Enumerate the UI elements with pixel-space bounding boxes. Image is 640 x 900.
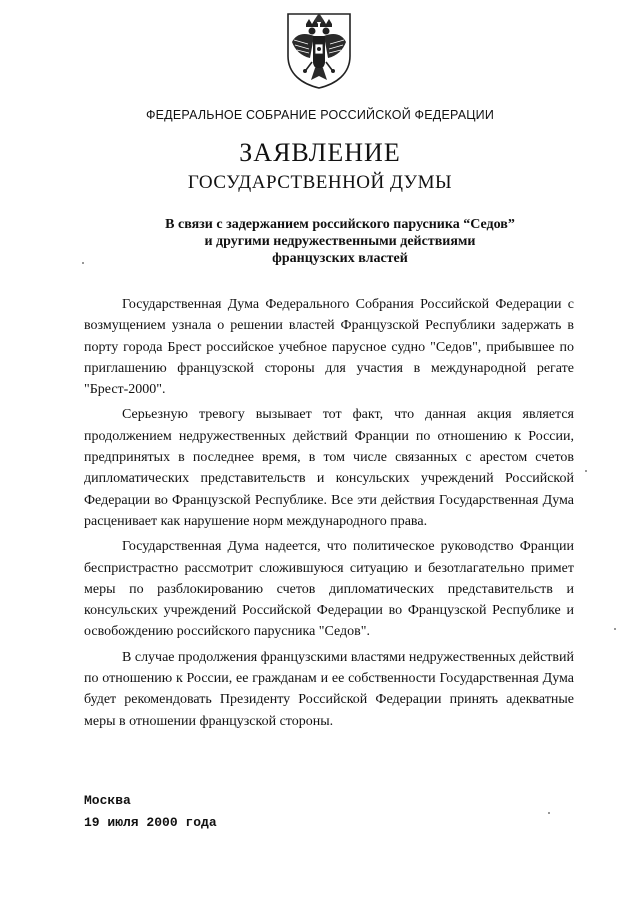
statement-body	[84, 294, 574, 732]
document-title: ЗАЯВЛЕНИЕ	[239, 138, 401, 167]
signature-city: Москва	[84, 793, 131, 808]
scan-speck	[82, 262, 84, 264]
signature-date: 19 июля 2000 года	[84, 815, 217, 830]
statement-heading	[130, 216, 550, 267]
scan-speck	[585, 470, 587, 472]
scan-speck	[548, 812, 550, 814]
assembly-name: ФЕДЕРАЛЬНОЕ СОБРАНИЕ РОССИЙСКОЙ ФЕДЕРАЦИИ	[145, 108, 495, 122]
body-paragraph: В случае продолжения французскими властями недружественных действий по отношению к России, ее гражданам и ее собственности Государственная Дума будет рекомендовать Президенту Российской Федерации принять адекватные меры в отношении французской стороны.	[84, 649, 574, 729]
body-paragraph: Государственная Дума Федерального Собрания Российской Федерации с возмущением узнала о решении властей Французской Республики задержать в порту города Брест российское учебное парусное судно "Седов", прибывшее по приглашению французской стороны для участия в международной регате "Брест-2000".	[84, 297, 574, 398]
body-paragraph: Государственная Дума надеется, что политическое руководство Франции беспристрастно рассмотрит сложившуюся ситуацию и безотлагательно примет меры по разблокированию счетов дипломатических представительств и консульских учреждений Российской Федерации во Французской Республике и освобождению российского парусника "Седов".	[84, 539, 574, 640]
double-headed-eagle-icon	[284, 10, 354, 90]
body-paragraph: Серьезную тревогу вызывает тот факт, что данная акция является продолжением недружественных действий Франции по отношению к России, предпринятых в последнее время, в том числе связанных с арестом счетов дипломатических представительств и консульских учреждений Российской Федерации во Французской Республике. Все эти действия Государственная Дума расценивает как нарушение норм международного права.	[84, 407, 574, 529]
signature-block	[84, 790, 217, 834]
heading-line: В связи с задержанием российского парусника “Седов”	[165, 217, 515, 232]
scan-speck	[614, 628, 616, 630]
document-subtitle: ГОСУДАРСТВЕННОЙ ДУМЫ	[187, 172, 453, 193]
heading-line: французских властей	[272, 251, 408, 266]
heading-line: и другими недружественными действиями	[204, 234, 476, 249]
